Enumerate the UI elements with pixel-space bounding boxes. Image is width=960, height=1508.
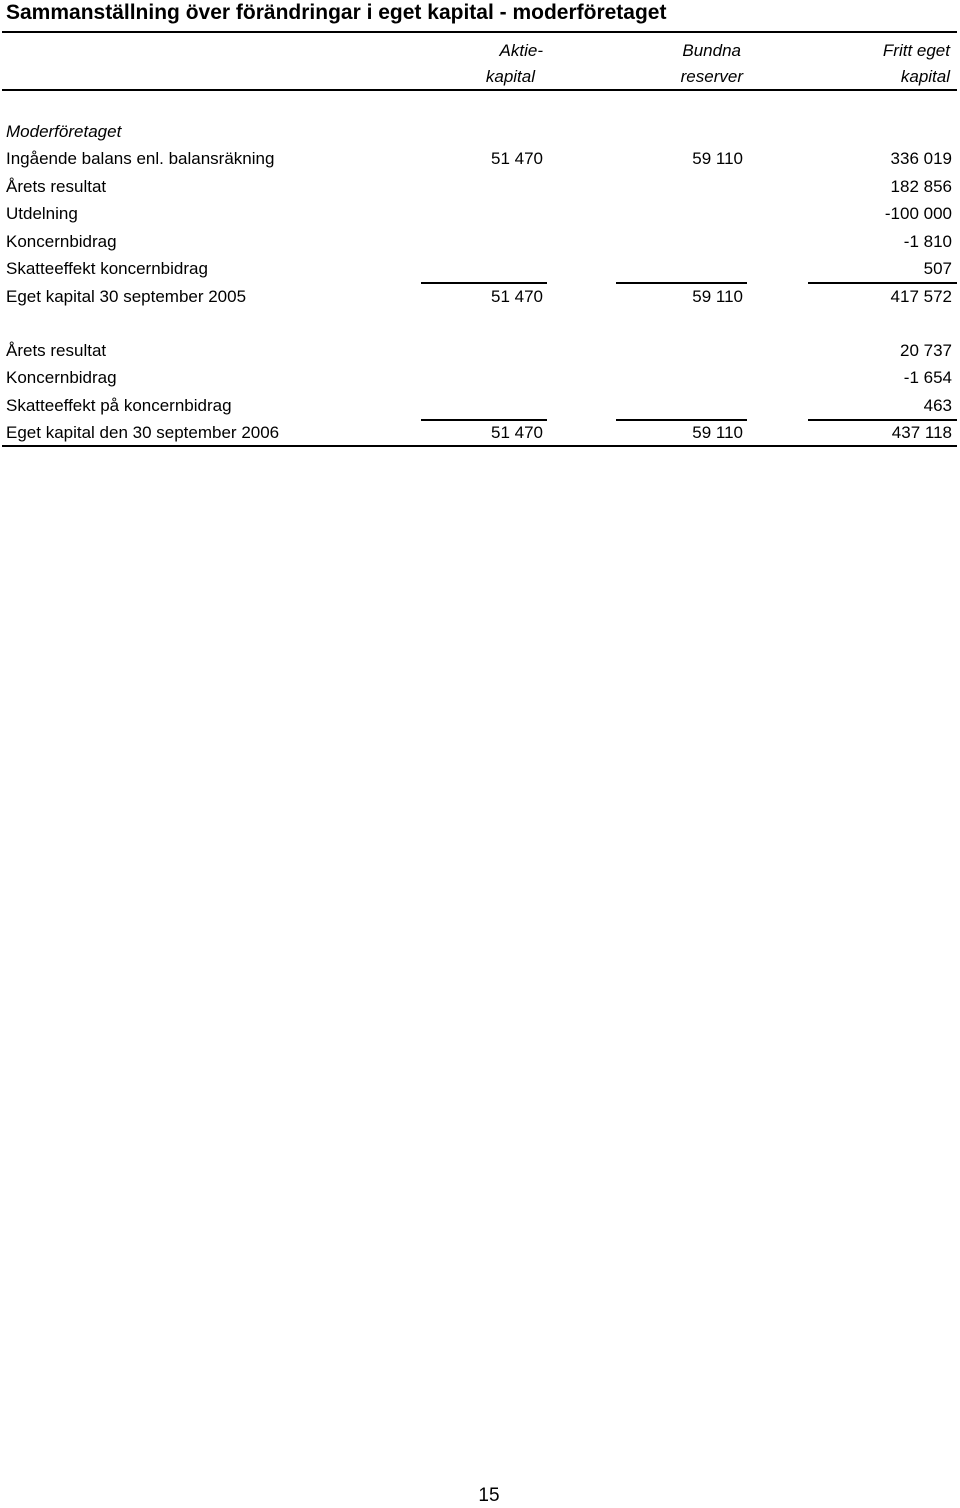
row-label: Skatteeffekt på koncernbidrag <box>6 396 232 415</box>
cell-fritt-eget-kapital: 437 118 <box>891 423 952 442</box>
section-heading: Moderföretaget <box>6 122 122 141</box>
row-label: Skatteeffekt koncernbidrag <box>6 259 208 278</box>
table-row <box>0 337 960 364</box>
header-rule <box>2 89 957 91</box>
cell-aktiekapital: 51 470 <box>491 149 543 168</box>
title-rule <box>2 31 957 33</box>
cell-fritt-eget-kapital: -100 000 <box>884 204 952 223</box>
table-row <box>0 392 960 419</box>
col-header-fritt-line1: Fritt eget <box>882 41 950 60</box>
page-title: Sammanställning över förändringar i eget kapital - moderföretaget <box>6 1 667 24</box>
cell-fritt-eget-kapital: -1 810 <box>903 232 952 251</box>
row-label: Koncernbidrag <box>6 232 117 251</box>
page-number: 15 <box>478 1485 500 1506</box>
row-label: Ingående balans enl. balansräkning <box>6 149 275 168</box>
col-header-bundna-line2: reserver <box>680 67 743 86</box>
row-label: Eget kapital 30 september 2005 <box>6 287 247 306</box>
table-row <box>0 145 960 172</box>
table-row <box>0 173 960 200</box>
table-row-total <box>0 283 960 310</box>
cell-bundna-reserver: 59 110 <box>692 149 743 168</box>
table-row <box>0 228 960 255</box>
row-label: Årets resultat <box>6 341 107 360</box>
col-header-aktiekapital-line2: kapital <box>485 67 535 86</box>
cell-fritt-eget-kapital: 463 <box>923 396 952 415</box>
col-header-bundna-line1: Bundna <box>682 41 741 60</box>
table-bottom-rule <box>2 445 957 447</box>
cell-bundna-reserver: 59 110 <box>692 423 743 442</box>
cell-bundna-reserver: 59 110 <box>692 287 743 306</box>
col-header-aktiekapital-line1: Aktie- <box>499 41 543 60</box>
table-row <box>0 364 960 391</box>
cell-fritt-eget-kapital: 182 856 <box>890 177 952 196</box>
table-row <box>0 200 960 227</box>
col-header-fritt-line2: kapital <box>900 67 950 86</box>
cell-fritt-eget-kapital: 417 572 <box>890 287 952 306</box>
cell-aktiekapital: 51 470 <box>491 287 543 306</box>
cell-fritt-eget-kapital: 20 737 <box>900 341 952 360</box>
row-label: Eget kapital den 30 september 2006 <box>6 423 280 442</box>
row-label: Koncernbidrag <box>6 368 117 387</box>
cell-fritt-eget-kapital: -1 654 <box>903 368 952 387</box>
row-label: Utdelning <box>6 204 78 223</box>
table-row <box>0 255 960 282</box>
table-row-total <box>0 419 960 446</box>
cell-fritt-eget-kapital: 507 <box>923 259 952 278</box>
table-row <box>0 118 960 145</box>
cell-aktiekapital: 51 470 <box>491 423 543 442</box>
cell-fritt-eget-kapital: 336 019 <box>890 149 952 168</box>
row-label: Årets resultat <box>6 177 107 196</box>
